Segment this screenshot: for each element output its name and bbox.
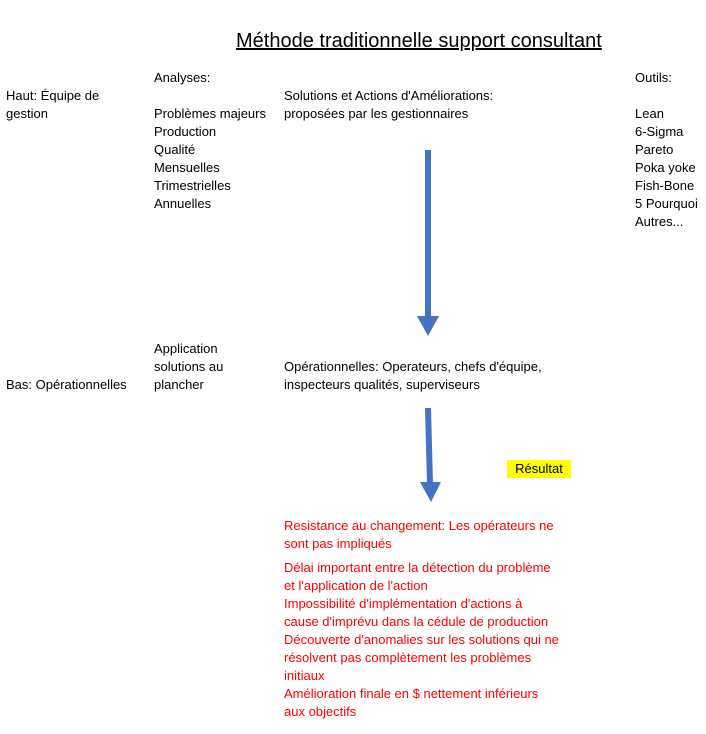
- tools-list: Lean 6-Sigma Pareto Poka yoke Fish-Bone 5 Pourquoi Autres...: [635, 106, 698, 229]
- tools-header: Outils:: [635, 70, 672, 85]
- issue-anomalies: Découverte d'anomalies sur les solutions qui ne résolvent pas complètement les problèmes initiaux: [284, 632, 559, 683]
- bottom-level-label: Bas: Opérationnelles: [6, 377, 127, 392]
- operations-text: Opérationnelles: Operateurs, chefs d'équipe, inspecteurs qualités, superviseurs: [284, 359, 542, 392]
- analyses-list: Problèmes majeurs Production Qualité Mensuelles Trimestrielles Annuelles: [154, 106, 266, 211]
- analyses-header: Analyses:: [154, 70, 211, 85]
- top-level-label: Haut: Équipe de gestion: [6, 88, 100, 121]
- application-text: Application solutions au plancher: [154, 341, 224, 392]
- arrow-down-result-icon: [420, 408, 441, 502]
- issue-implementation: Impossibilité d'implémentation d'actions à cause d'imprévu dans la cédule de production: [284, 596, 549, 629]
- issue-resistance: Resistance au changement: Les opérateurs ne sont pas impliqués: [284, 518, 554, 551]
- arrow-down-icon: [417, 150, 439, 336]
- solutions-text: Solutions et Actions d'Améliorations: proposées par les gestionnaires: [284, 88, 494, 121]
- page-title: Méthode traditionnelle support consultant: [236, 30, 602, 52]
- issue-final-improvement: Amélioration finale en $ nettement inférieurs aux objectifs: [284, 686, 539, 719]
- result-badge: Résultat: [507, 460, 571, 478]
- issue-delay: Délai important entre la détection du problème et l'application de l'action: [284, 560, 551, 593]
